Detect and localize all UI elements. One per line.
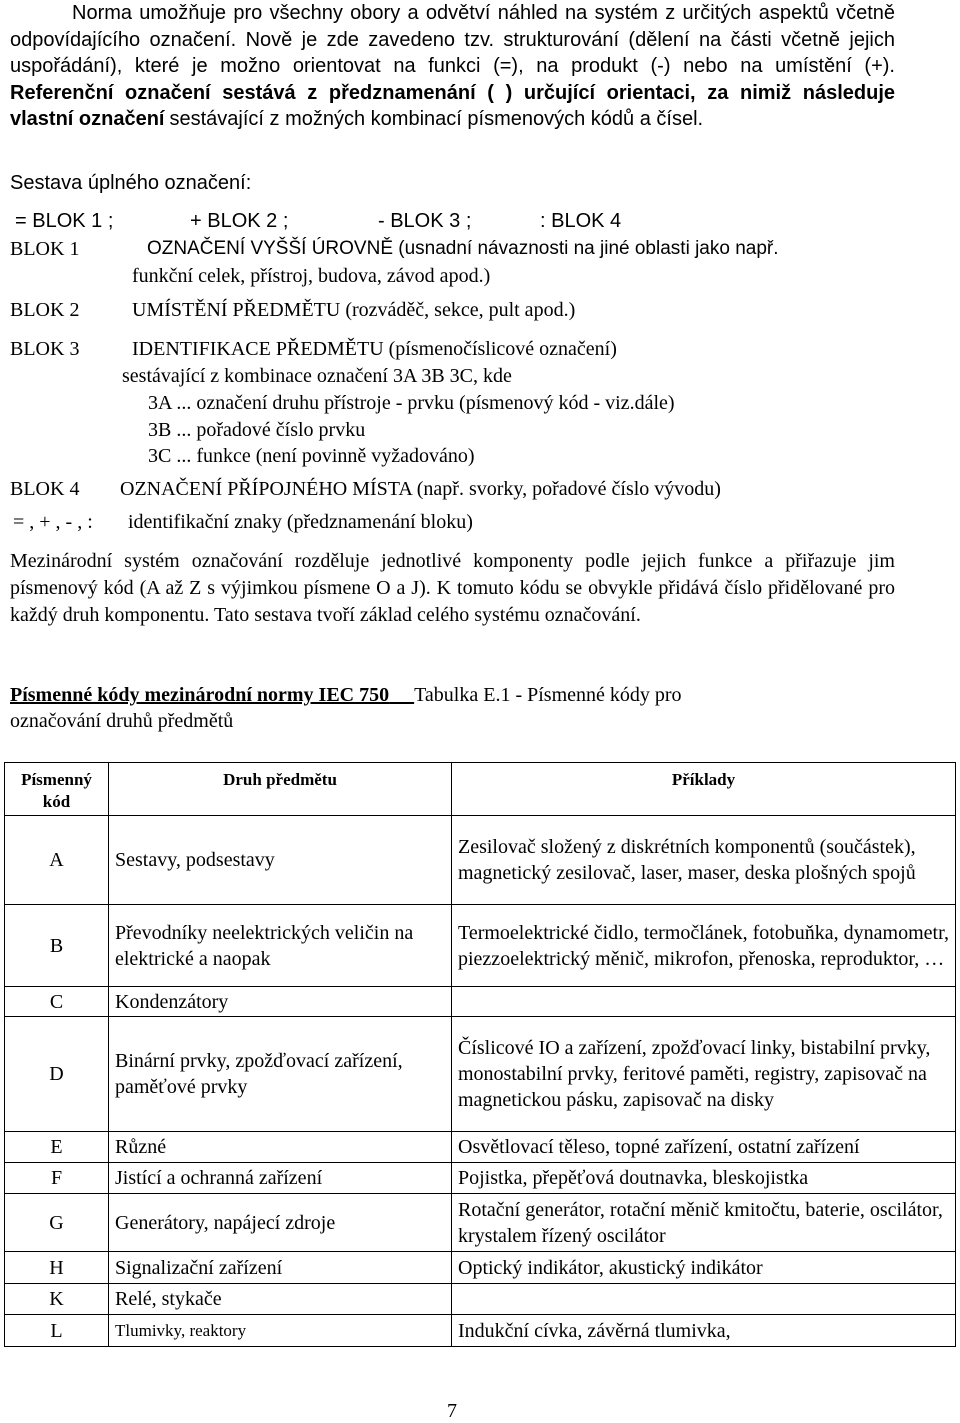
heading-rest: Tabulka E.1 - Písmenné kódy pro xyxy=(414,684,682,706)
row-type: Kondenzátory xyxy=(109,987,452,1017)
row-type: Různé xyxy=(109,1132,452,1163)
heading-line-2: označování druhů předmětů xyxy=(10,710,234,732)
composition-label: Sestava úplného označení: xyxy=(10,172,252,194)
block-2-label: BLOK 2 xyxy=(10,299,80,321)
intro-bold-text: Referenční označení sestává z předznamenání ( ) určující orientaci, za nimiž následuje vlastní označení xyxy=(10,81,895,130)
table-row xyxy=(5,1163,956,1194)
table-row xyxy=(5,1252,956,1284)
row-type: Generátory, napájecí zdroje xyxy=(109,1194,452,1252)
block-3-text-2: sestávající z kombinace označení 3A 3B 3C, kde xyxy=(122,365,512,387)
designation-blocks xyxy=(10,0,910,540)
intro-rest-text: sestávající z možných kombinací písmenových kódů a čísel. xyxy=(169,108,704,130)
row-type: Tlumivky, reaktory xyxy=(109,1315,452,1347)
table-row xyxy=(5,1132,956,1163)
table-header-row xyxy=(5,763,956,816)
table-row xyxy=(5,1315,956,1347)
row-code: K xyxy=(5,1284,109,1315)
row-code: E xyxy=(5,1132,109,1163)
row-type: Sestavy, podsestavy xyxy=(109,816,452,905)
row-type: Převodníky neelektrických veličin na elektrické a naopak xyxy=(109,905,452,987)
header-code: Písmenný kód xyxy=(5,763,109,816)
block-1-text: OZNAČENÍ VYŠŠÍ ÚROVNĚ (usnadní návaznosti na jiné oblasti jako např. xyxy=(147,238,779,259)
block-3-sub-a: 3A ... označení druhu přístroje - prvku (písmenový kód - viz.dále) xyxy=(148,392,675,414)
letter-codes-table xyxy=(4,762,956,1347)
row-examples: Číslicové IO a zařízení, zpožďovací linky, bistabilní prvky, monostabilní prvky, feritové paměti, registry, zapisovač na magnetickou pásku, zapisovač na disky xyxy=(452,1017,956,1132)
block-1-label: BLOK 1 xyxy=(10,238,80,260)
row-examples: Osvětlovací těleso, topné zařízení, ostatní zařízení xyxy=(452,1132,956,1163)
row-examples: Termoelektrické čidlo, termočlánek, fotobuňka, dynamometr, piezzoelektrický měnič, mikrofon, přenoska, reproduktor, … xyxy=(452,905,956,987)
table-row xyxy=(5,1194,956,1252)
block-3-label: BLOK 3 xyxy=(10,338,80,360)
table-row xyxy=(5,816,956,905)
block-2-text: UMÍSTĚNÍ PŘEDMĚTU (rozváděč, sekce, pult apod.) xyxy=(132,299,576,321)
table-heading xyxy=(10,682,682,734)
formula-part-1: = BLOK 1 ; xyxy=(15,210,114,232)
block-1-text-2: funkční celek, přístroj, budova, závod apod.) xyxy=(132,265,491,287)
row-code: C xyxy=(5,987,109,1017)
row-code: D xyxy=(5,1017,109,1132)
row-examples: Zesilovač složený z diskrétních komponentů (součástek), magnetický zesilovač, laser, maser, deska plošných spojů xyxy=(452,816,956,905)
row-code: L xyxy=(5,1315,109,1347)
formula-part-4: : BLOK 4 xyxy=(540,210,622,232)
formula-part-3: - BLOK 3 ; xyxy=(378,210,472,232)
row-type: Signalizační zařízení xyxy=(109,1252,452,1284)
identifier-text: identifikační znaky (předznamenání bloku) xyxy=(128,511,473,533)
table-row xyxy=(5,987,956,1017)
block-4-label: BLOK 4 xyxy=(10,478,80,500)
identifier-symbols: = , + , - , : xyxy=(13,511,93,533)
row-examples: Rotační generátor, rotační měnič kmitočtu, baterie, oscilátor, krystalem řízený oscilátor xyxy=(452,1194,956,1252)
table-row xyxy=(5,1284,956,1315)
row-type: Jistící a ochranná zařízení xyxy=(109,1163,452,1194)
block-3-text: IDENTIFIKACE PŘEDMĚTU (písmenočíslicové označení) xyxy=(132,338,617,360)
row-examples: Optický indikátor, akustický indikátor xyxy=(452,1252,956,1284)
row-examples: Indukční cívka, závěrná tlumivka, xyxy=(452,1315,956,1347)
block-3-sub-b: 3B ... pořadové číslo prvku xyxy=(148,419,366,441)
heading-underlined: Písmenné kódy mezinárodní normy IEC 750 xyxy=(10,684,390,706)
header-examples: Příklady xyxy=(452,763,956,816)
row-code: A xyxy=(5,816,109,905)
block-3-sub-c: 3C ... funkce (není povinně vyžadováno) xyxy=(148,445,475,467)
block-4-text: OZNAČENÍ PŘÍPOJNÉHO MÍSTA (např. svorky, pořadové číslo vývodu) xyxy=(120,478,721,500)
header-type: Druh předmětu xyxy=(109,763,452,816)
table-row xyxy=(5,905,956,987)
row-code: G xyxy=(5,1194,109,1252)
row-examples xyxy=(452,987,956,1017)
row-type: Binární prvky, zpožďovací zařízení, paměťové prvky xyxy=(109,1017,452,1132)
page-number: 7 xyxy=(447,1400,457,1422)
row-examples xyxy=(452,1284,956,1315)
row-examples: Pojistka, přepěťová doutnavka, bleskojistka xyxy=(452,1163,956,1194)
row-code: H xyxy=(5,1252,109,1284)
formula-part-2: + BLOK 2 ; xyxy=(190,210,289,232)
row-code: F xyxy=(5,1163,109,1194)
row-type: Relé, stykače xyxy=(109,1284,452,1315)
intro-text: Norma umožňuje pro všechny obory a odvětví náhled na systém z určitých aspektů včetně odpovídajícího označení. Nově je zde zavedeno tzv. strukturování (dělení na části včetně jejich uspořádání), které je možno orientovat na funkci (=), na produkt (-) nebo na umístění (+). xyxy=(10,2,895,77)
international-paragraph: Mezinárodní systém označování rozděluje jednotlivé komponenty podle jejich funkce a přiřazuje jim písmenový kód (A až Z s výjimkou písmene O a J). K tomuto kódu se obvykle přidává číslo přidělované pro každý druh komponentu. Tato sestava tvoří základ celého systému označování. xyxy=(10,550,895,626)
table-row xyxy=(5,1017,956,1132)
row-code: B xyxy=(5,905,109,987)
